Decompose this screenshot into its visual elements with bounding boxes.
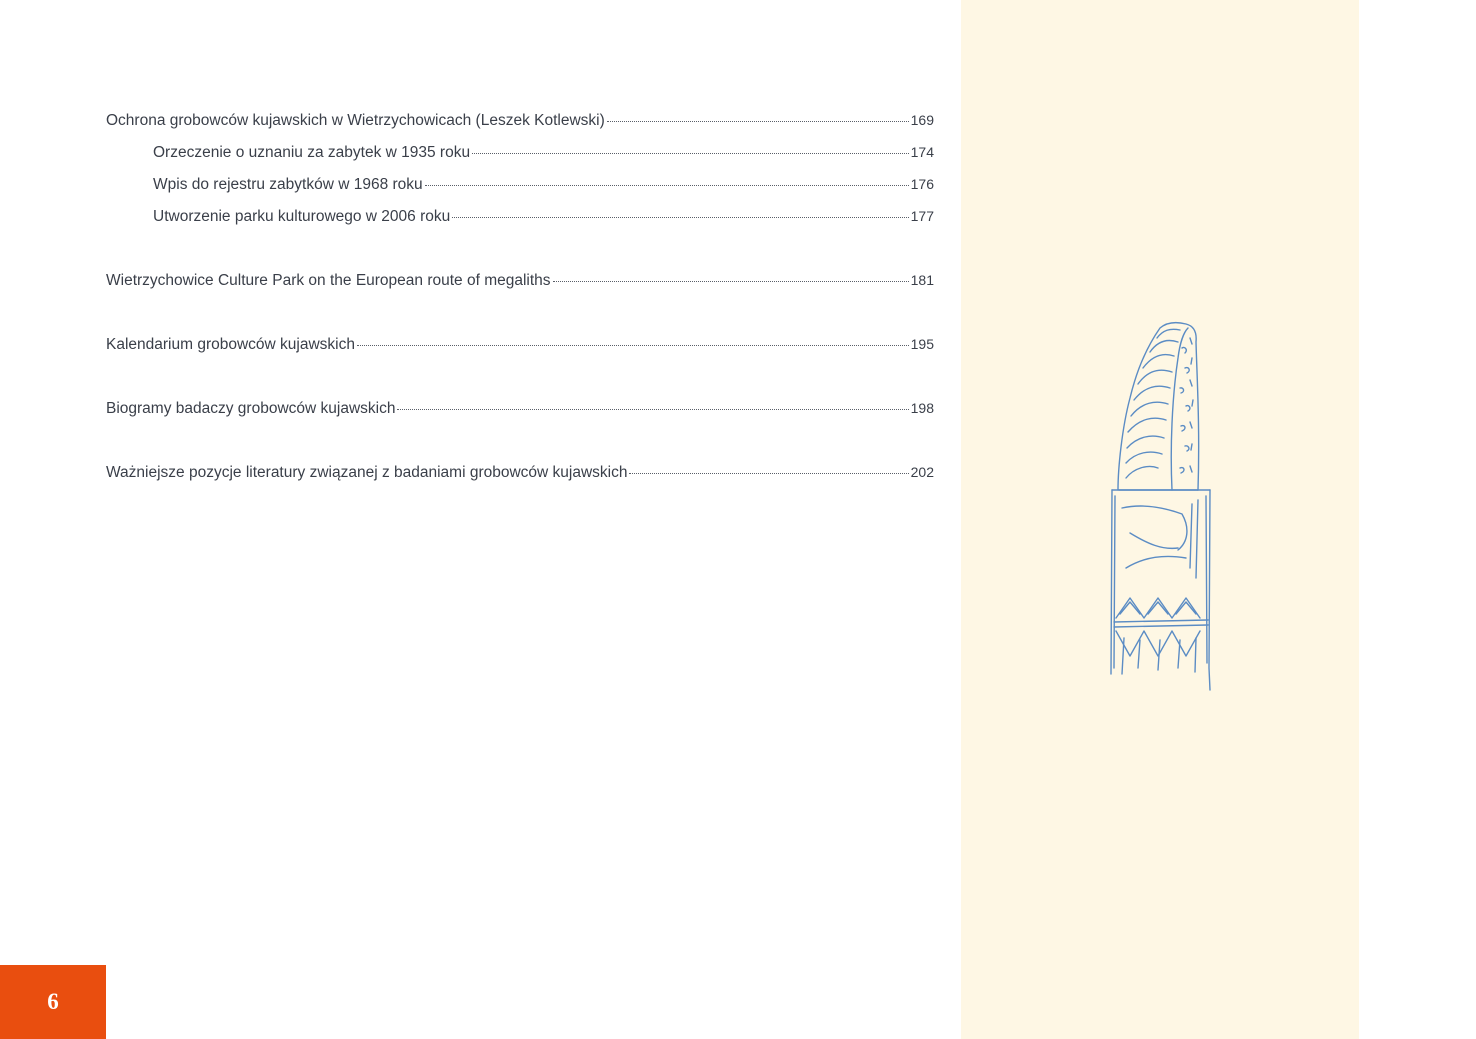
toc-dot-leader (357, 345, 909, 346)
toc-entry-page: 202 (910, 464, 934, 480)
page-number-badge (0, 965, 106, 1039)
toc-subentry[interactable] (106, 200, 934, 232)
table-of-contents (106, 104, 934, 488)
toc-entry-page: 195 (910, 336, 934, 352)
toc-entry[interactable] (106, 104, 934, 136)
toc-dot-leader (452, 217, 908, 218)
toc-entry-page: 198 (910, 400, 934, 416)
toc-entry-title: Ważniejsze pozycje literatury związanej z badaniami grobowców kujawskich (106, 464, 628, 481)
toc-entry-page: 169 (910, 112, 934, 128)
toc-entry-page: 174 (910, 144, 934, 160)
toc-entry-page: 177 (910, 208, 934, 224)
toc-entry[interactable] (106, 264, 934, 296)
toc-dot-leader (607, 121, 909, 122)
toc-entry[interactable] (106, 328, 934, 360)
toc-dot-leader (397, 409, 908, 410)
toc-entry-title: Utworzenie parku kulturowego w 2006 roku (153, 208, 451, 225)
toc-subentry[interactable] (106, 168, 934, 200)
toc-entry-title: Ochrona grobowców kujawskich w Wietrzychowicach (Leszek Kotlewski) (106, 112, 605, 129)
toc-entry-title: Wietrzychowice Culture Park on the European route of megaliths (106, 272, 551, 289)
toc-entry[interactable] (106, 456, 934, 488)
toc-dot-leader (553, 281, 909, 282)
toc-entry-title: Wpis do rejestru zabytków w 1968 roku (153, 176, 423, 193)
toc-dot-leader (425, 185, 909, 186)
toc-dot-leader (472, 153, 909, 154)
toc-dot-leader (629, 473, 908, 474)
toc-entry-title: Orzeczenie o uznaniu za zabytek w 1935 roku (153, 144, 471, 161)
page-number: 6 (47, 989, 59, 1014)
toc-subentry[interactable] (106, 136, 934, 168)
toc-entry[interactable] (106, 392, 934, 424)
toc-entry-page: 181 (910, 272, 934, 288)
toc-entry-title: Biogramy badaczy grobowców kujawskich (106, 400, 396, 417)
toc-entry-title: Kalendarium grobowców kujawskich (106, 336, 355, 353)
toc-entry-page: 176 (910, 176, 934, 192)
menhir-sketch-icon (1100, 318, 1220, 696)
